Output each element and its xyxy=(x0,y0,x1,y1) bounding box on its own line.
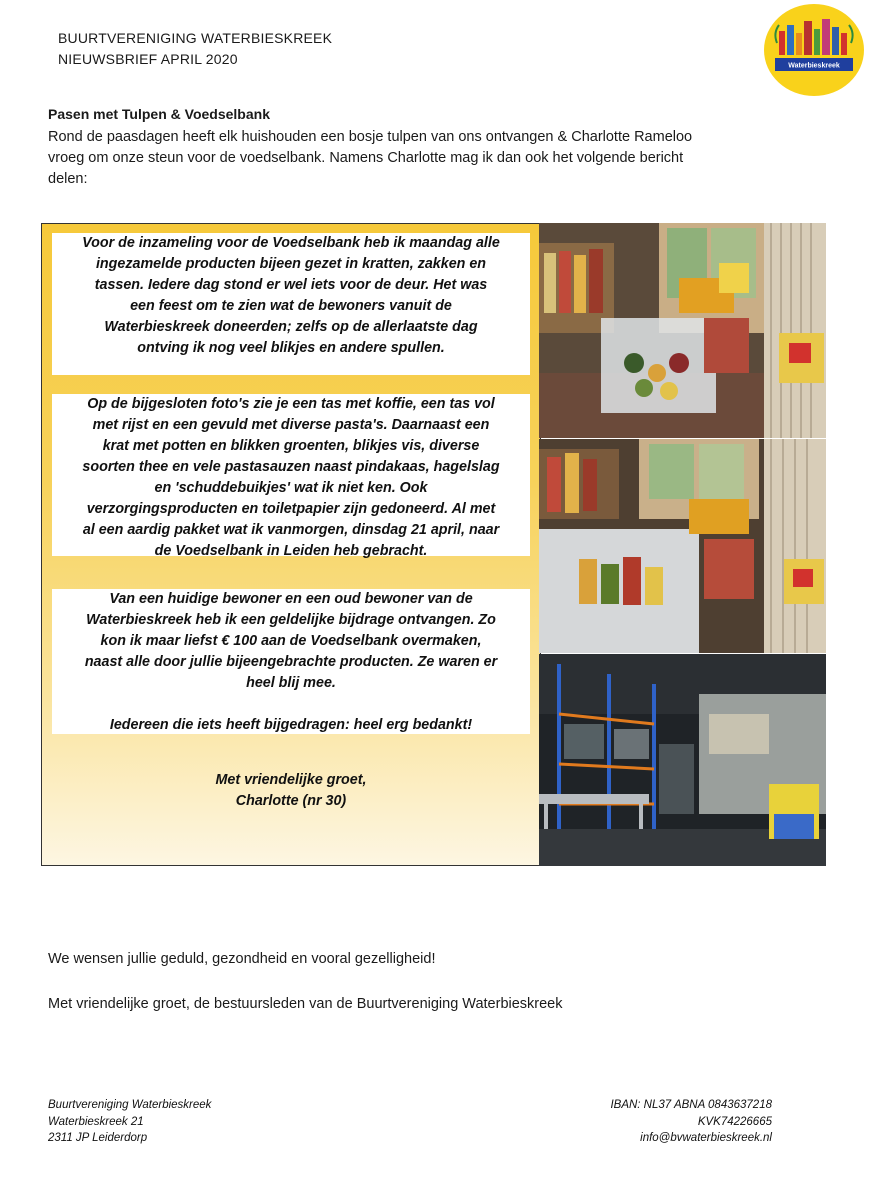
photo-donations-crate xyxy=(539,439,826,653)
letter-line: krat met potten en blikken groenten, blikjes vis, diverse xyxy=(102,438,480,454)
letter-greeting xyxy=(204,770,378,812)
intro-line: delen: xyxy=(48,171,88,187)
letter-line: naast alle door jullie bijeengebrachte producten. Ze waren er xyxy=(84,654,498,670)
letter-paragraph-photos xyxy=(52,394,530,559)
footer-street: Waterbieskreek 21 xyxy=(48,1115,144,1128)
intro-line: Rond de paasdagen heeft elk huishouden een bosje tulpen van ons ontvangen & Charlotte Rameloo xyxy=(48,129,693,145)
letter-line: kon ik maar liefst € 100 aan de Voedselbank overmaken, xyxy=(100,633,482,649)
footer-details xyxy=(610,1097,772,1147)
letter-line: tassen. Iedere dag stond er wel iets voor de deur. Het was xyxy=(94,277,488,293)
letter-paragraph-donation xyxy=(52,589,530,734)
footer-email[interactable]: info@bvwaterbieskreek.nl xyxy=(640,1132,772,1144)
logo-text: Waterbieskreek xyxy=(788,62,840,70)
footer-city: 2311 JP Leiderdorp xyxy=(48,1132,148,1144)
footer-org: Buurtvereniging Waterbieskreek xyxy=(48,1099,212,1111)
closing-regards: Met vriendelijke groet, de bestuursleden van de Buurtvereniging Waterbieskreek xyxy=(48,996,563,1012)
intro-line: vroeg om onze steun voor de voedselbank. Namens Charlotte mag ik dan ook het volgende bericht xyxy=(48,150,684,166)
newsletter-header xyxy=(58,28,332,70)
photo-collage xyxy=(539,223,826,866)
photo-food-bank-warehouse xyxy=(539,654,826,866)
letter-line: een feest om te zien wat de bewoners vanuit de xyxy=(130,298,452,314)
letter-line: met rijst en een gevuld met diverse pasta's. Daarnaast een xyxy=(92,417,490,433)
photo-donations-corner xyxy=(539,223,826,438)
waterbieskreek-logo xyxy=(763,3,865,97)
letter-line: Waterbieskreek heb ik een geldelijke bijdrage ontvangen. Zo xyxy=(86,612,496,628)
letter-paragraph-collection xyxy=(52,233,530,375)
signature-line: Charlotte (nr 30) xyxy=(235,793,347,809)
closing-wishes: We wensen jullie geduld, gezondheid en vooral gezelligheid! xyxy=(48,951,436,967)
footer-address xyxy=(48,1097,211,1147)
letter-line: ontving ik nog veel blikjes en andere spullen. xyxy=(137,340,445,356)
header-org-name: BUURTVERENIGING WATERBIESKREEK xyxy=(58,30,333,46)
letter-line: Van een huidige bewoner en een oud bewoner van de xyxy=(109,591,473,607)
letter-line: verzorgingsproducten en toiletpapier zijn gedoneerd. Al met xyxy=(86,501,496,517)
letter-line: ingezamelde producten bijeen gezet in kratten, zakken en xyxy=(95,256,487,272)
letter-line: de Voedselbank in Leiden heb gebracht. xyxy=(154,543,428,559)
letter-line: al een aardig pakket wat ik vanmorgen, dinsdag 21 april, naar xyxy=(82,522,500,538)
greeting-line: Met vriendelijke groet, xyxy=(215,772,367,788)
article-intro xyxy=(48,127,768,190)
letter-line: en 'schuddebuikjes' wat ik niet ken. Ook xyxy=(154,480,428,496)
letter-line: Waterbieskreek doneerden; zelfs op de allerlaatste dag xyxy=(104,319,478,335)
letter-line: heel blij mee. xyxy=(246,675,336,691)
letter-line: soorten thee en vele pastasauzen naast pindakaas, hagelslag xyxy=(82,459,500,475)
letter-thanks: Iedereen die iets heeft bijgedragen: heel erg bedankt! xyxy=(109,717,473,733)
letter-line: Op de bijgesloten foto's zie je een tas met koffie, een tas vol xyxy=(87,396,495,412)
footer-kvk: KVK74226665 xyxy=(697,1115,772,1128)
charlotte-letter-box xyxy=(41,223,541,866)
letter-line: Voor de inzameling voor de Voedselbank heb ik maandag alle xyxy=(82,235,500,251)
footer-iban: IBAN: NL37 ABNA 0843637218 xyxy=(610,1099,772,1111)
header-issue: NIEUWSBRIEF APRIL 2020 xyxy=(58,51,238,67)
article-title: Pasen met Tulpen & Voedselbank xyxy=(48,106,270,122)
